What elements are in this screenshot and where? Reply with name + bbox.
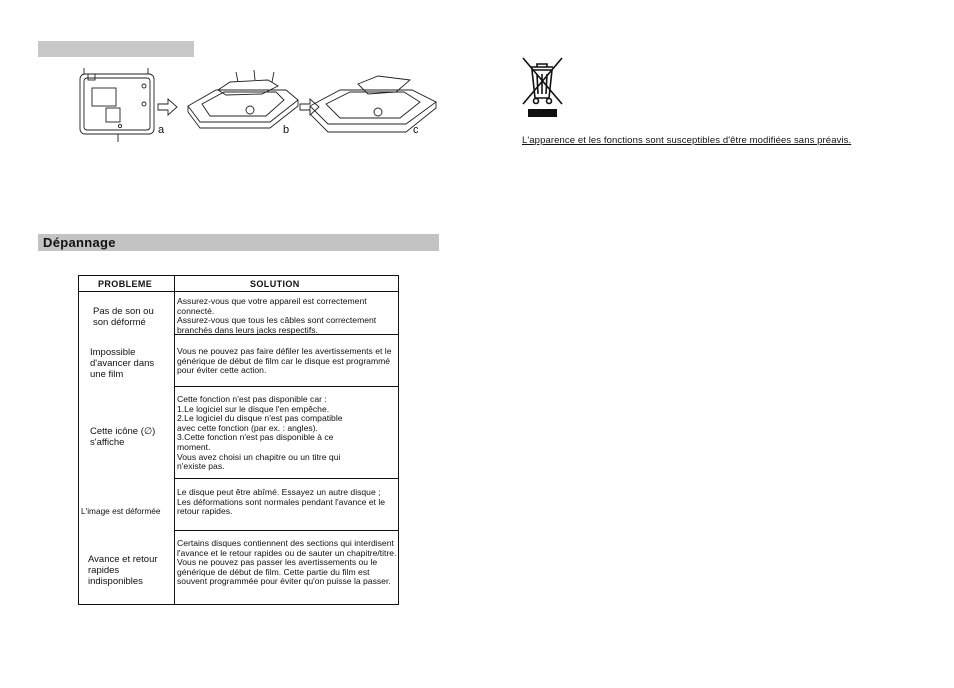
row-divider — [174, 530, 398, 531]
solution-column-header: SOLUTION — [250, 279, 300, 289]
row-divider — [174, 478, 398, 479]
crossed-bin-icon — [520, 55, 565, 120]
solution-cell: Le disque peut être abîmé. Essayez un autre disque ; Les déformations sont normales pendant l'avance et le retour rapides. — [177, 487, 386, 517]
weee-recycling-icon — [520, 55, 565, 120]
problem-cell: L'image est déformée — [81, 506, 161, 516]
solution-cell: Certains disques contiennent des sections qui interdisent l'avance et le retour rapides ou de sauter un chapitre/titre. Vous ne pouvez pas passer les avertissements ou le générique de début de film. Cette partie du film est souvent programmée pour éviter qu'on puisse la passer. — [177, 538, 397, 587]
diagram-label-b: b — [283, 124, 290, 136]
section-header-bar — [38, 41, 194, 57]
diagram-illustration — [78, 62, 448, 148]
problem-cell: Impossible d'avancer dans une film — [90, 347, 155, 380]
column-divider — [174, 276, 175, 605]
diagram-label-a: a — [158, 124, 165, 136]
troubleshooting-title: Dépannage — [38, 234, 439, 251]
battery-installation-diagram — [78, 62, 448, 148]
modification-notice: L'apparence et les fonctions sont susceptibles d'être modifiées sans préavis. — [522, 135, 852, 146]
row-divider — [174, 386, 398, 387]
solution-cell: Assurez-vous que votre appareil est correctement connecté. Assurez-vous que tous les câbles sont correctement branchés dans leurs jacks respectifs. — [177, 296, 377, 335]
troubleshooting-table — [78, 275, 399, 605]
problem-cell: Avance et retour rapides indisponibles — [88, 554, 158, 587]
problem-column-header: PROBLEME — [98, 279, 153, 289]
header-divider — [79, 291, 398, 292]
diagram-label-c: c — [413, 124, 419, 136]
solution-cell: Cette fonction n'est pas disponible car : 1.Le logiciel sur le disque l'en empêche. 2.Le logiciel du disque n'est pas compatible avec cette fonction (par ex. : angles). 3.Cette fonction n'est pas disponible à ce moment. Vous avez choisi un chapitre ou un titre qui n'existe pas. — [177, 394, 343, 472]
problem-cell: Cette icône (∅) s'affiche — [90, 426, 156, 448]
problem-cell: Pas de son ou son déformé — [93, 306, 154, 328]
solution-cell: Vous ne pouvez pas faire défiler les avertissements et le générique de début de film car le disque est programmé pour éviter cette action. — [177, 346, 392, 376]
